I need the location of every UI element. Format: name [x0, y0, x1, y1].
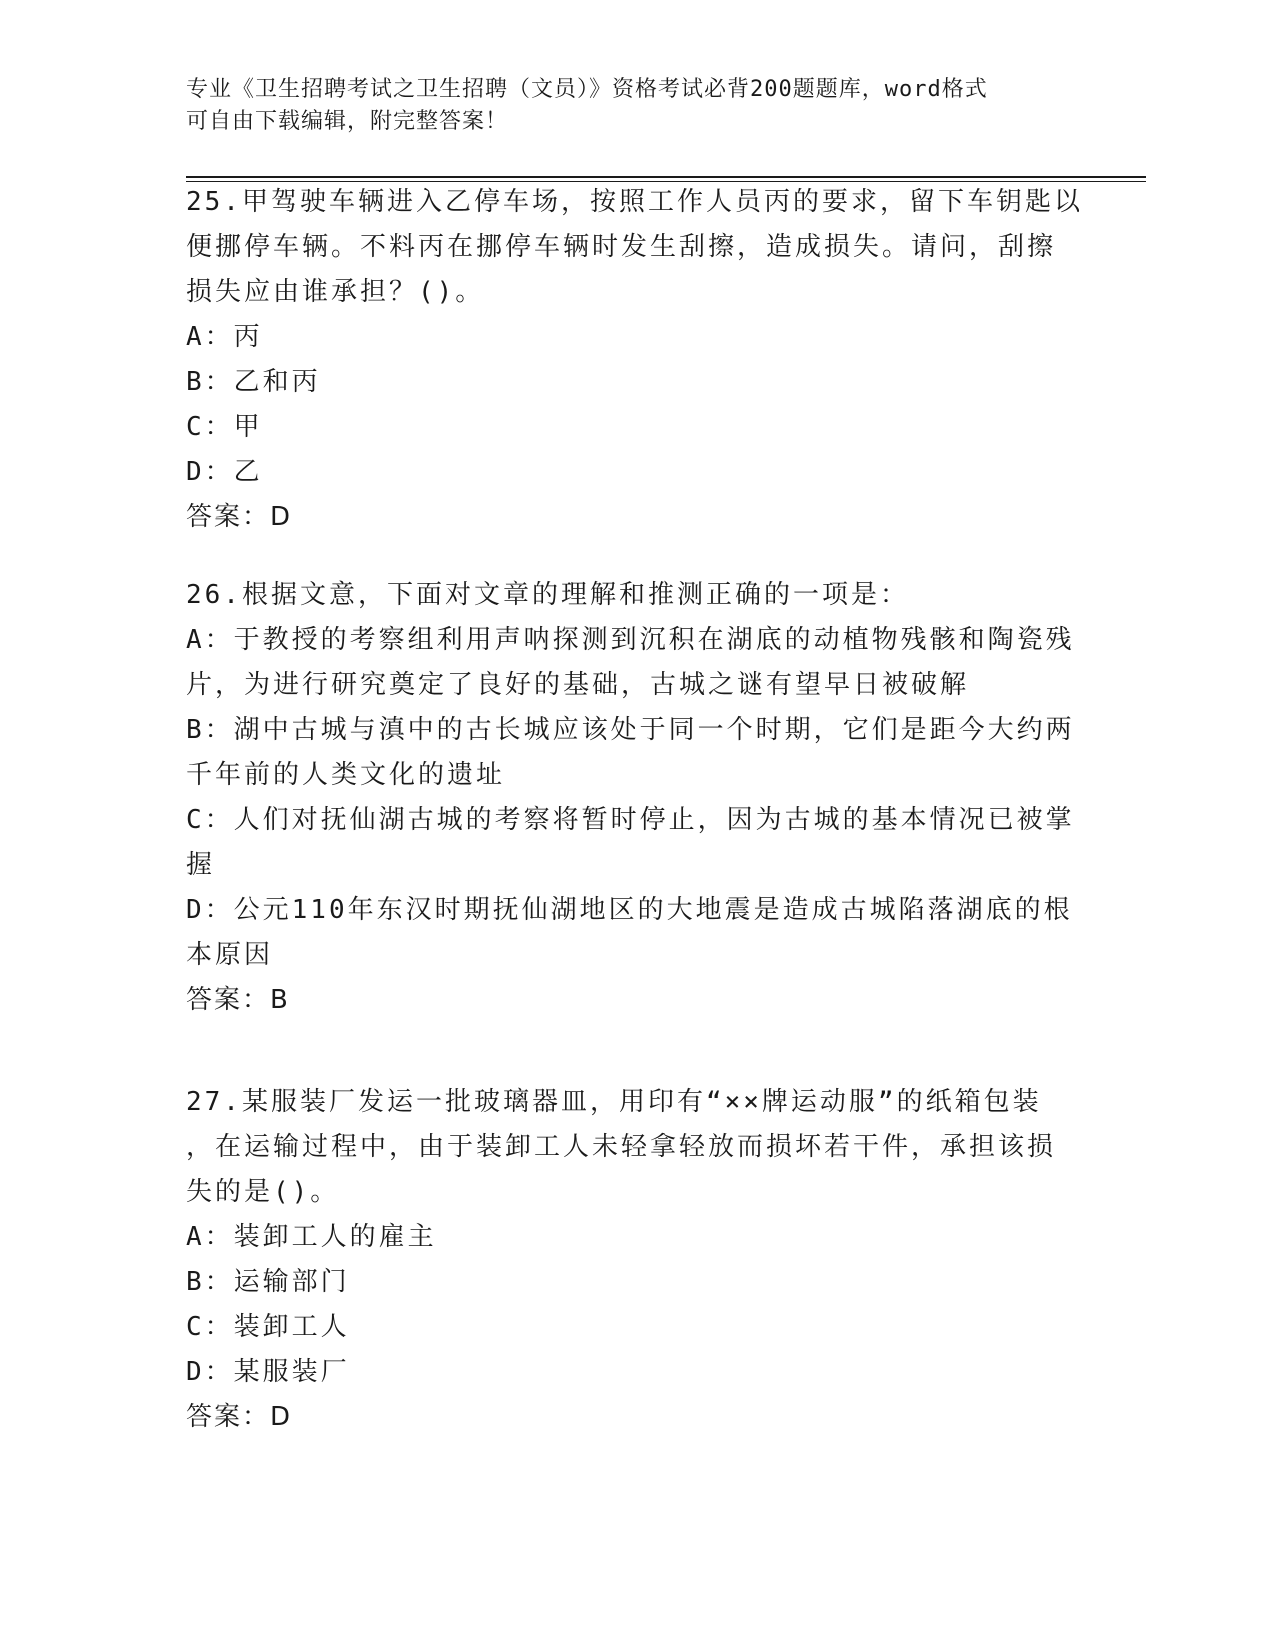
option-a-continued: 片，为进行研究奠定了良好的基础，古城之谜有望早日被破解 [186, 670, 970, 700]
question-stem-line: 损失应由谁承担？()。 [186, 277, 485, 307]
header-divider [186, 176, 1146, 178]
option-a: A：装卸工人的雇主 [186, 1222, 437, 1252]
question-block [186, 180, 1083, 540]
option-c: C：人们对抚仙湖古城的考察将暂时停止，因为古城的基本情况已被掌 [186, 805, 1075, 835]
question-stem-line: ，在运输过程中，由于装卸工人未轻拿轻放而损坏若干件，承担该损 [186, 1132, 1057, 1162]
option-c-continued: 握 [186, 850, 216, 880]
option-d-continued: 本原因 [186, 940, 274, 970]
option-d: D：公元110年东汉时期抚仙湖地区的大地震是造成古城陷落湖底的根 [186, 895, 1073, 925]
header-line: 专业《卫生招聘考试之卫生招聘（文员）》资格考试必背200题题库，word格式 [186, 77, 988, 102]
option-b: B：乙和丙 [186, 367, 321, 397]
question-block [186, 1080, 1066, 1440]
question-stem-line: 25.甲驾驶车辆进入乙停车场，按照工作人员丙的要求，留下车钥匙以 [186, 187, 1083, 217]
option-a: A：丙 [186, 322, 263, 352]
question-stem-line: 失的是()。 [186, 1177, 340, 1207]
option-b-continued: 千年前的人类文化的遗址 [186, 760, 506, 790]
header-line: 可自由下载编辑，附完整答案！ [186, 109, 509, 134]
option-b: B：湖中古城与滇中的古长城应该处于同一个时期，它们是距今大约两 [186, 715, 1075, 745]
answer-line: 答案：B [186, 985, 290, 1015]
option-d: D：乙 [186, 457, 263, 487]
question-stem-line: 27.某服装厂发运一批玻璃器皿，用印有“××牌运动服”的纸箱包装 [186, 1087, 1042, 1117]
answer-line: 答案：D [186, 1402, 293, 1432]
answer-line: 答案：D [186, 502, 293, 532]
option-a: A：于教授的考察组利用声呐探测到沉积在湖底的动植物残骸和陶瓷残 [186, 625, 1075, 655]
document-header [186, 74, 1086, 138]
option-b: B：运输部门 [186, 1267, 350, 1297]
question-stem-line: 26.根据文意，下面对文章的理解和推测正确的一项是： [186, 580, 909, 610]
option-c: C：甲 [186, 412, 263, 442]
question-block [186, 573, 1075, 1023]
question-stem-line: 便挪停车辆。不料丙在挪停车辆时发生刮擦，造成损失。请问，刮擦 [186, 232, 1057, 262]
option-c: C：装卸工人 [186, 1312, 350, 1342]
option-d: D：某服装厂 [186, 1357, 350, 1387]
